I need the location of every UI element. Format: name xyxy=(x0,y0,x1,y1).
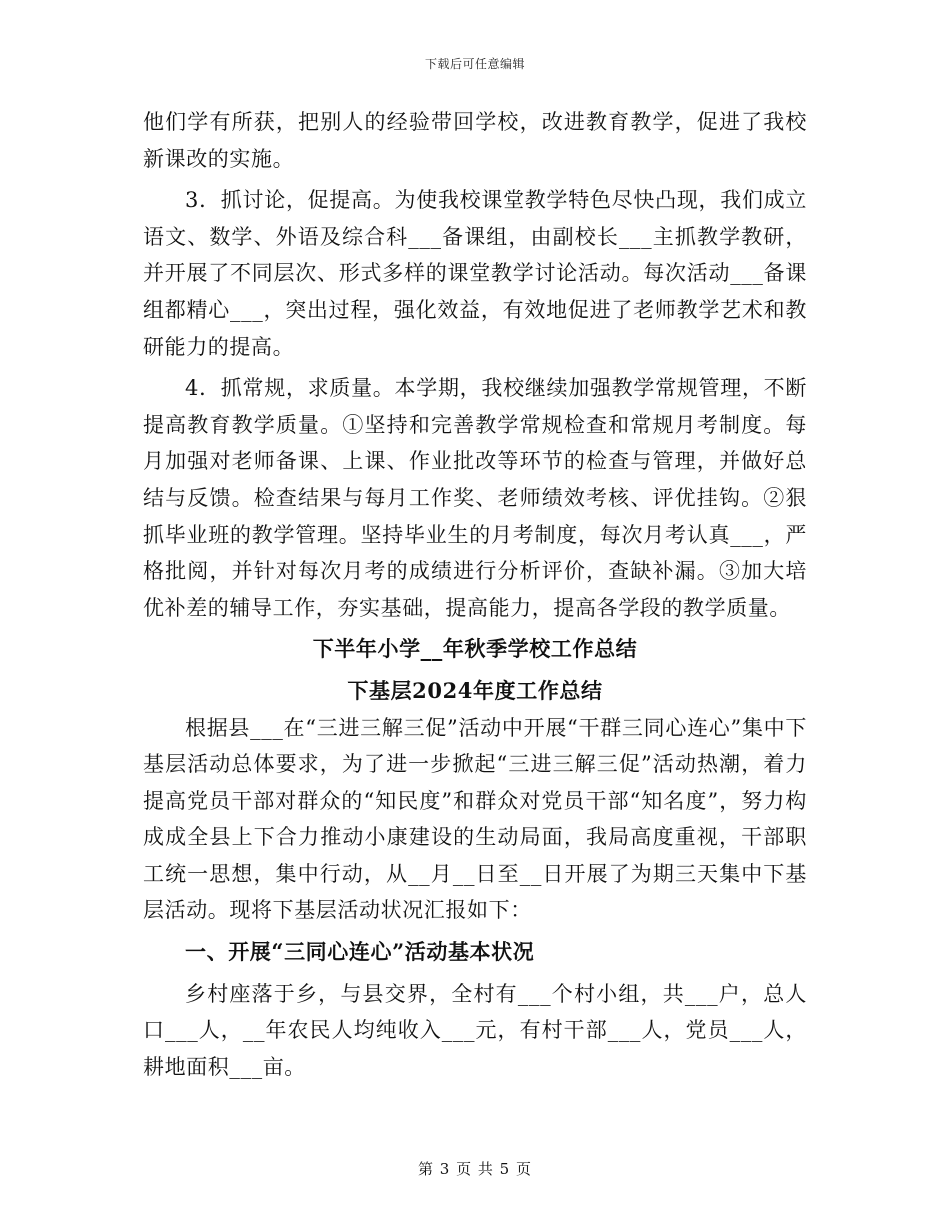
paragraph-intro: 根据县___在“三进三解三促”活动中开展“干群三同心连心”集中下基层活动总体要求，为了进一步掀起“三进三解三促”活动热潮，着力提高党员干部对群众的“知民度”和群众对党员干部“知名度”，努力构成成全县上下合力推动小康建设的生动局面，我局高度重视，干部职工统一思想，集中行动，从__月__日至__日开展了为期三天集中下基层活动。现将下基层活动状况汇报如下： xyxy=(143,715,807,923)
document-body xyxy=(143,104,807,1085)
paragraph-discussion: 3．抓讨论，促提高。为使我校课堂教学特色尽快凸现，我们成立语文、数学、外语及综合科___备课组，由副校长___主抓教学教研，并开展了不同层次、形式多样的课堂教学讨论活动。每次活动___备课组都精心___，突出过程，强化效益，有效地促进了老师教学艺术和教研能力的提高。 xyxy=(143,188,807,359)
page-footer: 第 3 页 共 5 页 xyxy=(418,1160,532,1178)
document-subtitle: 下基层2024年度工作总结 xyxy=(347,677,603,703)
page-header: 下载后可任意编辑 xyxy=(424,57,525,71)
paragraph-routine: 4．抓常规，求质量。本学期，我校继续加强教学常规管理，不断提高教育教学质量。①坚持和完善教学常规检查和常规月考制度。每月加强对老师备课、上课、作业批改等环节的检查与管理，并做好总结与反馈。检查结果与每月工作奖、老师绩效考核、评优挂钩。②狠抓毕业班的教学管理。坚持毕业生的月考制度，每次月考认真___，严格批阅，并针对每次月考的成绩进行分析评价，查缺补漏。③加大培优补差的辅导工作，夯实基础，提高能力，提高各学段的教学质量。 xyxy=(143,376,807,620)
section-heading: 一、开展“三同心连心”活动基本状况 xyxy=(185,939,535,965)
paragraph-village: 乡村座落于乡，与县交界，全村有___个村小组，共___户，总人口___人，__年农民人均纯收入___元，有村干部___人，党员___人，耕地面积___亩。 xyxy=(143,981,807,1079)
paragraph-continuation: 他们学有所获，把别人的经验带回学校，改进教育教学，促进了我校新课改的实施。 xyxy=(143,110,807,171)
document-title: 下半年小学__年秋季学校工作总结 xyxy=(312,636,638,662)
